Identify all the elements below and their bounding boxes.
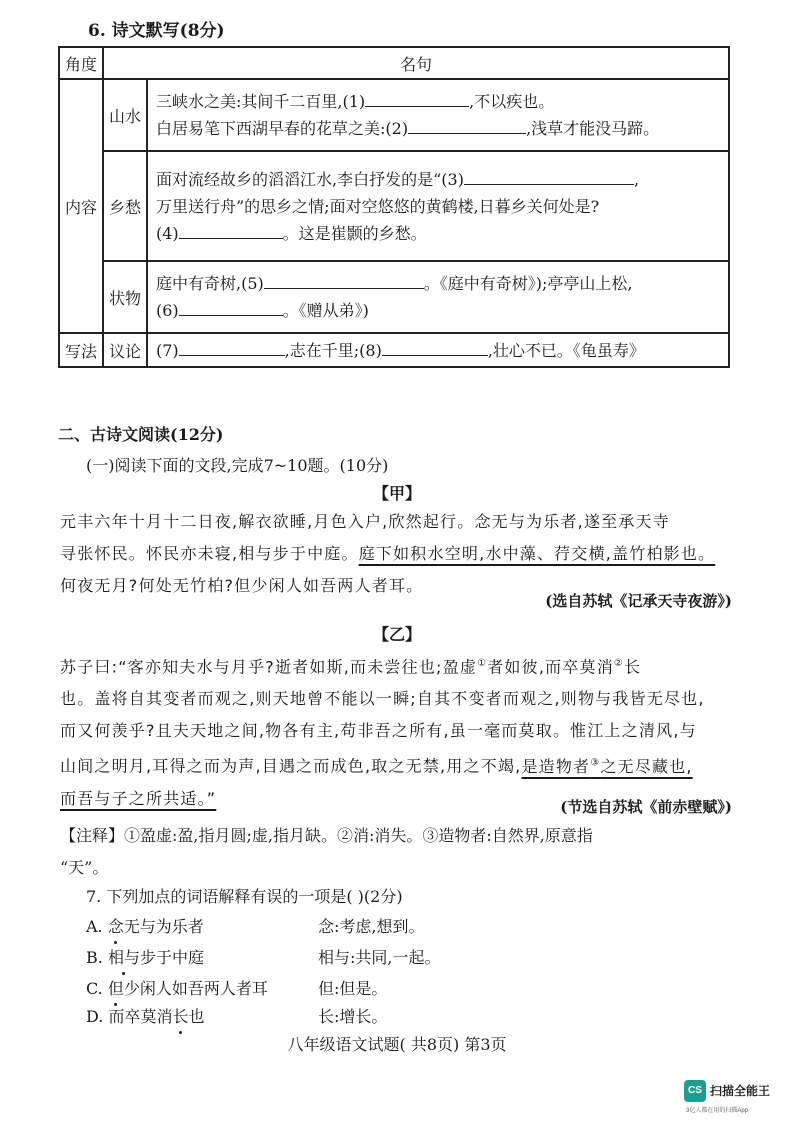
row-sentences <box>147 333 729 367</box>
content-label: 内容 <box>59 79 103 333</box>
passage-line: 也。盖将自其变者而观之,则天地曾不能以一瞬;自其不变者而观之,则物与我皆无尽也, <box>60 689 705 709</box>
fill-line: 面对流经故乡的滔滔江水,李白抒发的是“(3) , <box>156 166 720 193</box>
underlined-sentence: 而吾与子之所共适。” <box>60 788 217 808</box>
fill-line: 庭中有奇树,(5) 。《庭中有奇树》);亭亭山上松, <box>156 270 720 297</box>
answer-blank-5[interactable] <box>264 270 424 289</box>
question-6-title: 6. 诗文默写(8分) <box>88 21 225 41</box>
row-sub-label: 议论 <box>103 333 147 367</box>
answer-blank-6[interactable] <box>179 297 283 316</box>
passage-jia-source: (选自苏轼《记承天寺夜游》) <box>545 592 732 610</box>
answer-blank-7[interactable] <box>179 337 285 356</box>
option-c-explanation: 但:但是。 <box>318 979 388 998</box>
passage-jia-label: 【甲】 <box>372 484 421 503</box>
fill-line: (7) ,志在千里;(8) ,壮心不已。《龟虽寿》 <box>156 337 720 364</box>
answer-blank-4[interactable] <box>179 220 283 239</box>
row-sentences <box>147 261 729 333</box>
table-row <box>59 151 729 261</box>
answer-blank-8[interactable] <box>382 337 488 356</box>
answer-blank-3[interactable] <box>464 166 634 185</box>
footnote-marker: ① <box>477 658 488 669</box>
section-2-subtitle: (一)阅读下面的文段,完成7~10题。(10分) <box>86 456 389 475</box>
header-sentence: 名句 <box>103 47 729 79</box>
fill-line: 三峡水之美:其间千二百里,(1) ,不以疾也。 <box>156 88 720 115</box>
row-sub-label: 状物 <box>103 261 147 333</box>
fill-line: (4) 。这是崔颢的乡愁。 <box>156 220 720 247</box>
scanner-watermark <box>684 1078 788 1118</box>
poetry-recitation-table <box>58 46 730 368</box>
option-b-explanation: 相与:共同,一起。 <box>318 948 441 967</box>
annotation-line: 【注释】①盈虚:盈,指月圆;虚,指月缺。②消:消失。③造物者:自然界,原意指 <box>60 826 593 845</box>
footnote-marker: ② <box>613 658 625 669</box>
watermark-app-name: 扫描全能王 <box>710 1084 771 1098</box>
fill-line: 万里送行舟”的思乡之情;面对空悠悠的黄鹤楼,日暮乡关何处是? <box>156 196 600 216</box>
row-sentences <box>147 151 729 261</box>
annotation <box>60 820 732 884</box>
method-label: 写法 <box>59 333 103 367</box>
annotation-line: “天”。 <box>60 858 109 877</box>
section-2-title: 二、古诗文阅读(12分) <box>58 425 224 444</box>
option-a-explanation: 念:考虑,想到。 <box>318 917 425 936</box>
watermark-tagline: 3亿人都在用的扫描App <box>686 1108 749 1114</box>
dotted-word: 相与 <box>108 945 140 968</box>
answer-blank-1[interactable] <box>365 88 469 107</box>
passage-line: 苏子曰:“客亦知夫水与月乎?逝者如斯,而未尝往也;盈虚①者如彼,而卒莫消②长 <box>60 657 642 677</box>
passage-line: 元丰六年十月十二日夜,解衣欲睡,月色入户,欣然起行。念无与为乐者,遂至承天寺 <box>60 512 670 531</box>
option-a[interactable]: A. 念无与为乐者 <box>86 914 204 937</box>
passage-yi-source: (节选自苏轼《前赤壁赋》) <box>560 798 732 816</box>
underlined-sentence: 庭下如积水空明,水中藻、荇交横,盖竹柏影也。 <box>358 544 716 563</box>
table-row <box>59 333 729 367</box>
footnote-marker: ③ <box>590 757 601 769</box>
answer-blank-2[interactable] <box>408 115 526 134</box>
row-sentences <box>147 79 729 151</box>
page-footer: 八年级语文试题( 共8页) 第3页 <box>287 1035 507 1054</box>
dotted-word: 长 <box>172 1004 188 1027</box>
table-row <box>59 261 729 333</box>
camscanner-logo-icon: CS <box>684 1080 706 1102</box>
option-d[interactable]: D. 而卒莫消长也 <box>86 1004 204 1027</box>
passage-yi <box>60 648 732 815</box>
underlined-sentence: 是造物者③之无尽藏也, <box>521 756 693 776</box>
passage-jia <box>60 506 732 602</box>
table-row <box>59 79 729 151</box>
row-sub-label: 乡愁 <box>103 151 147 261</box>
row-sub-label: 山水 <box>103 79 147 151</box>
passage-line: 何夜无月?何处无竹柏?但少闲人如吾两人者耳。 <box>60 576 424 595</box>
table-header-row <box>59 47 729 79</box>
option-b[interactable]: B. 相与步于中庭 <box>86 945 204 968</box>
fill-line: (6) 。《赠从弟》) <box>156 297 720 324</box>
fill-line: 白居易笔下西湖早春的花草之美:(2) ,浅草才能没马蹄。 <box>156 115 720 142</box>
option-c[interactable]: C. 但少闲人如吾两人者耳 <box>86 976 268 999</box>
option-d-explanation: 长:增长。 <box>318 1007 388 1026</box>
dotted-word: 但 <box>108 976 124 999</box>
dotted-word: 念 <box>108 914 124 937</box>
passage-line: 而又何羡乎?且夫天地之间,物各有主,苟非吾之所有,虽一毫而莫取。惟江上之清风,与 <box>60 721 697 741</box>
question-7-stem: 7. 下列加点的词语解释有误的一项是( )(2分) <box>86 887 403 906</box>
passage-yi-label: 【乙】 <box>372 625 421 644</box>
passage-line: 寻张怀民。怀民亦未寝,相与步于中庭。庭下如积水空明,水中藻、荇交横,盖竹柏影也。 <box>60 544 716 563</box>
header-angle: 角度 <box>59 47 103 79</box>
passage-line: 山间之明月,耳得之而为声,目遇之而成色,取之无禁,用之不竭,是造物者③之无尽藏也, <box>60 756 693 776</box>
